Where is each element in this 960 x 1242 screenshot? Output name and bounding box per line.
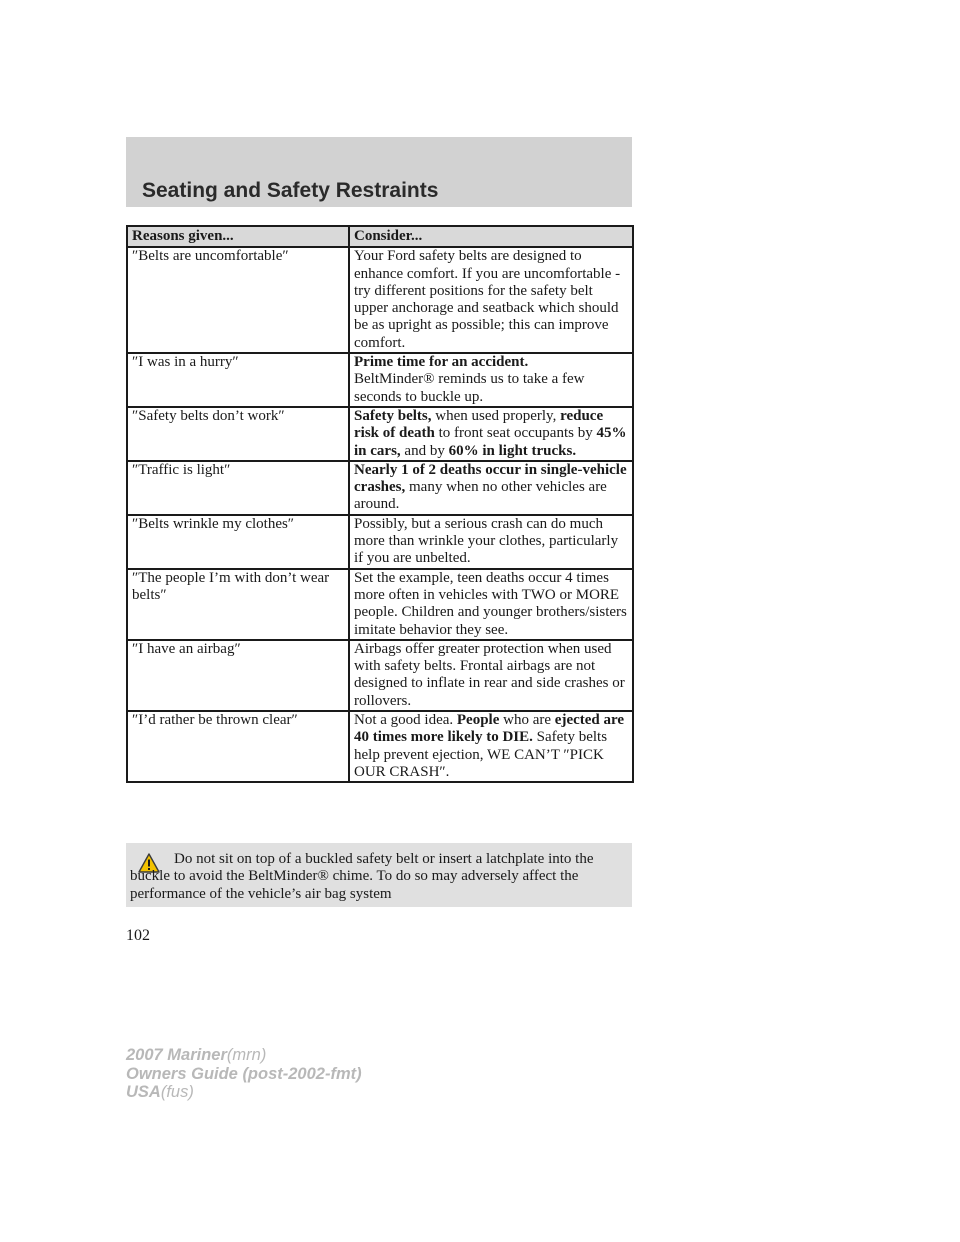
consider-emphasis: 45% in cars, bbox=[354, 425, 627, 459]
consider-cell bbox=[349, 711, 633, 782]
consider-cell bbox=[349, 640, 633, 711]
section-header bbox=[126, 137, 632, 207]
footer-line-3 bbox=[126, 1083, 362, 1102]
reason-cell: ″Belts are uncomfortable″ bbox=[127, 247, 349, 353]
table-row bbox=[127, 353, 633, 407]
consider-text: and by bbox=[400, 442, 449, 459]
consider-text: many when no other vehicles are around. bbox=[354, 479, 607, 513]
consider-cell bbox=[349, 247, 633, 353]
table-row bbox=[127, 515, 633, 569]
table-row bbox=[127, 640, 633, 711]
consider-text: Safety belts help prevent ejection, WE CAN’T ″PICK OUR CRASH″. bbox=[354, 729, 608, 780]
reason-cell: ″Safety belts don’t work″ bbox=[127, 407, 349, 461]
reason-cell: ″Traffic is light″ bbox=[127, 461, 349, 515]
consider-emphasis: Safety belts, bbox=[354, 407, 432, 424]
table-row bbox=[127, 461, 633, 515]
table-body bbox=[127, 247, 633, 782]
reason-cell: ″I have an airbag″ bbox=[127, 640, 349, 711]
consider-emphasis: ejected are 40 times more likely to DIE. bbox=[354, 712, 625, 746]
consider-emphasis: reduce risk of death bbox=[354, 407, 604, 442]
table-row bbox=[127, 407, 633, 461]
document-footer bbox=[126, 1046, 362, 1102]
warning-text: Do not sit on top of a buckled safety belt or insert a latchplate into the buckle to avoid the BeltMinder® chime. To do so may adversely affect the performance of the vehicle’s air bag system bbox=[130, 851, 594, 902]
consider-emphasis: Prime time for an accident. bbox=[354, 354, 529, 371]
consider-text: Possibly, but a serious crash can do much more than wrinkle your clothes, particularly if you are unbelted. bbox=[354, 515, 619, 567]
reason-cell: ″I’d rather be thrown clear″ bbox=[127, 711, 349, 782]
column-header-consider: Consider... bbox=[349, 226, 633, 247]
footer-model-code: (mrn) bbox=[226, 1046, 267, 1064]
consider-cell bbox=[349, 407, 633, 461]
reasons-table bbox=[126, 225, 634, 783]
table-row bbox=[127, 569, 633, 640]
consider-text: Your Ford safety belts are designed to enhance comfort. If you are uncomfortable - try different positions for the safety belt upper anchorage and seatback which should be as upright as possible; this can improve comfort. bbox=[354, 248, 621, 351]
footer-model: 2007 Mariner bbox=[126, 1046, 227, 1064]
consider-cell bbox=[349, 515, 633, 569]
footer-market-code: (fus) bbox=[160, 1083, 194, 1101]
warning-box bbox=[126, 843, 632, 907]
consider-cell bbox=[349, 461, 633, 515]
reason-cell: ″The people I’m with don’t wear belts″ bbox=[127, 569, 349, 640]
consider-emphasis: People bbox=[456, 712, 500, 729]
consider-cell bbox=[349, 569, 633, 640]
consider-emphasis: Nearly 1 of 2 deaths occur in single-vehicle crashes, bbox=[354, 461, 627, 496]
section-title: Seating and Safety Restraints bbox=[142, 179, 439, 202]
consider-text: when used properly, bbox=[431, 407, 561, 424]
footer-market: USA bbox=[126, 1083, 161, 1101]
table-header-row bbox=[127, 226, 633, 247]
reason-cell: ″Belts wrinkle my clothes″ bbox=[127, 515, 349, 569]
consider-cell bbox=[349, 353, 633, 407]
consider-text: who are bbox=[499, 712, 555, 729]
page-number: 102 bbox=[126, 927, 150, 944]
consider-text: Not a good idea. bbox=[354, 712, 457, 729]
consider-text: Airbags offer greater protection when used with safety belts. Frontal airbags are not designed to inflate in rear and side crashes or rollovers. bbox=[354, 640, 625, 709]
consider-emphasis: 60% in light trucks. bbox=[448, 442, 577, 459]
table-row bbox=[127, 711, 633, 782]
column-header-reasons: Reasons given... bbox=[127, 226, 349, 247]
footer-line-2: Owners Guide (post-2002-fmt) bbox=[126, 1064, 362, 1083]
consider-text: to front seat occupants by bbox=[434, 425, 597, 442]
reason-cell: ″I was in a hurry″ bbox=[127, 353, 349, 407]
footer-line-1 bbox=[126, 1046, 362, 1065]
consider-text: Set the example, teen deaths occur 4 times more often in vehicles with TWO or MORE people. Children and younger brothers/sisters imitate behavior they see. bbox=[354, 569, 627, 638]
consider-text: BeltMinder® reminds us to take a few seconds to buckle up. bbox=[354, 371, 585, 405]
table-row bbox=[127, 247, 633, 353]
